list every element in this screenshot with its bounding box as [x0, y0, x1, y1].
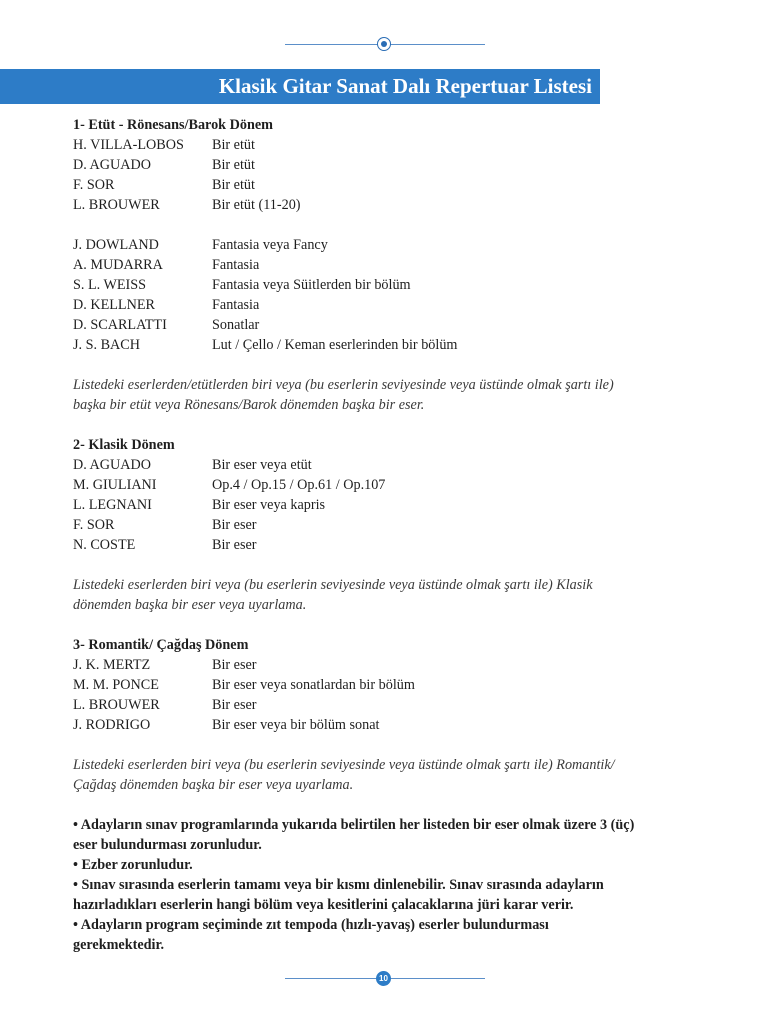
composer-name: J. S. BACH: [73, 337, 141, 353]
composer-name: D. KELLNER: [73, 297, 155, 313]
work-title: Bir etüt: [212, 137, 255, 153]
repertoire-row: [73, 295, 693, 315]
section-heading-etut: 1- Etüt - Rönesans/Barok Dönem: [73, 117, 273, 133]
composer-name: J. RODRIGO: [73, 717, 151, 733]
composer-name: M. GIULIANI: [73, 477, 157, 493]
work-title: Bir eser: [212, 697, 257, 713]
section-note-line: Listedeki eserlerden biri veya (bu eserlerin seviyesinde veya üstünde olmak şartı ile) Romantik/: [73, 757, 615, 773]
requirement-line: hazırladıkları eserlerin hangi bölüm veya kesitlerini çalacaklarına jüri karar verir.: [73, 897, 574, 913]
repertoire-row: [73, 335, 693, 355]
composer-name: J. K. MERTZ: [73, 657, 151, 673]
requirement-line: • Ezber zorunludur.: [73, 857, 193, 873]
requirement-line: • Adayların program seçiminde zıt tempoda (hızlı-yavaş) eserler bulundurması: [73, 917, 549, 933]
work-title: Lut / Çello / Keman eserlerinden bir bölüm: [212, 337, 458, 353]
emblem-dot: [381, 41, 387, 47]
composer-name: L. BROUWER: [73, 697, 160, 713]
repertoire-content: [73, 115, 693, 955]
repertoire-row: [73, 315, 693, 335]
spacer: [73, 215, 693, 235]
repertoire-row: [73, 535, 693, 555]
work-title: Bir etüt (11-20): [212, 197, 301, 213]
section-note-line: başka bir etüt veya Rönesans/Barok dönemden başka bir eser.: [73, 397, 425, 413]
work-title: Fantasia veya Fancy: [212, 237, 328, 253]
section-note-line: Listedeki eserlerden/etütlerden biri veya (bu eserlerin seviyesinde veya üstünde olmak şartı ile): [73, 377, 614, 393]
work-title: Op.4 / Op.15 / Op.61 / Op.107: [212, 477, 386, 493]
work-title: Fantasia: [212, 297, 260, 313]
section-heading-klasik: 2- Klasik Dönem: [73, 437, 175, 453]
composer-name: H. VILLA-LOBOS: [73, 137, 184, 153]
work-title: Bir eser: [212, 517, 257, 533]
work-title: Bir eser veya sonatlardan bir bölüm: [212, 677, 415, 693]
spacer: [73, 415, 693, 435]
repertoire-row: [73, 255, 693, 275]
section-heading-romantik: 3- Romantik/ Çağdaş Dönem: [73, 637, 249, 653]
requirement-line: • Adayların sınav programlarında yukarıda belirtilen her listeden bir eser olmak üzere 3 (üç): [73, 817, 635, 833]
spacer: [73, 355, 693, 375]
composer-name: A. MUDARRA: [73, 257, 163, 273]
work-title: Bir eser: [212, 537, 257, 553]
work-title: Fantasia: [212, 257, 260, 273]
composer-name: F. SOR: [73, 517, 115, 533]
repertoire-row: [73, 235, 693, 255]
repertoire-row: [73, 135, 693, 155]
section-note-line: Listedeki eserlerden biri veya (bu eserlerin seviyesinde veya üstünde olmak şartı ile) Klasik: [73, 577, 593, 593]
spacer: [73, 735, 693, 755]
spacer: [73, 555, 693, 575]
repertoire-row: [73, 695, 693, 715]
composer-name: L. BROUWER: [73, 197, 160, 213]
work-title: Bir eser veya bir bölüm sonat: [212, 717, 380, 733]
spacer: [73, 615, 693, 635]
requirement-line: eser bulundurması zorunludur.: [73, 837, 262, 853]
composer-name: D. SCARLATTI: [73, 317, 167, 333]
repertoire-row: [73, 155, 693, 175]
repertoire-row: [73, 495, 693, 515]
repertoire-row: [73, 275, 693, 295]
repertoire-row: [73, 715, 693, 735]
work-title: Bir eser veya etüt: [212, 457, 312, 473]
work-title: Fantasia veya Süitlerden bir bölüm: [212, 277, 411, 293]
composer-name: D. AGUADO: [73, 157, 152, 173]
work-title: Bir etüt: [212, 177, 255, 193]
requirements-list: [73, 815, 693, 955]
page-title: Klasik Gitar Sanat Dalı Repertuar Listesi: [218, 74, 592, 98]
work-title: Sonatlar: [212, 317, 260, 333]
requirement-line: gerekmektedir.: [73, 937, 165, 953]
composer-name: L. LEGNANI: [73, 497, 152, 513]
requirement-line: • Sınav sırasında eserlerin tamamı veya bir kısmı dinlenebilir. Sınav sırasında adayların: [73, 877, 604, 893]
repertoire-row: [73, 175, 693, 195]
repertoire-row: [73, 675, 693, 695]
section-note-line: dönemden başka bir eser veya uyarlama.: [73, 597, 307, 613]
page-number: 10: [376, 971, 391, 986]
composer-name: M. M. PONCE: [73, 677, 159, 693]
composer-name: J. DOWLAND: [73, 237, 159, 253]
work-title: Bir eser: [212, 657, 257, 673]
spacer: [73, 795, 693, 815]
work-title: Bir eser veya kapris: [212, 497, 326, 513]
composer-name: F. SOR: [73, 177, 115, 193]
section-note-line: Çağdaş dönemden başka bir eser veya uyarlama.: [73, 777, 354, 793]
repertoire-row: [73, 455, 693, 475]
composer-name: S. L. WEISS: [73, 277, 147, 293]
repertoire-row: [73, 195, 693, 215]
work-title: Bir etüt: [212, 157, 255, 173]
circle-emblem-icon: [377, 37, 391, 51]
composer-name: N. COSTE: [73, 537, 136, 553]
repertoire-row: [73, 655, 693, 675]
repertoire-row: [73, 475, 693, 495]
composer-name: D. AGUADO: [73, 457, 152, 473]
repertoire-row: [73, 515, 693, 535]
